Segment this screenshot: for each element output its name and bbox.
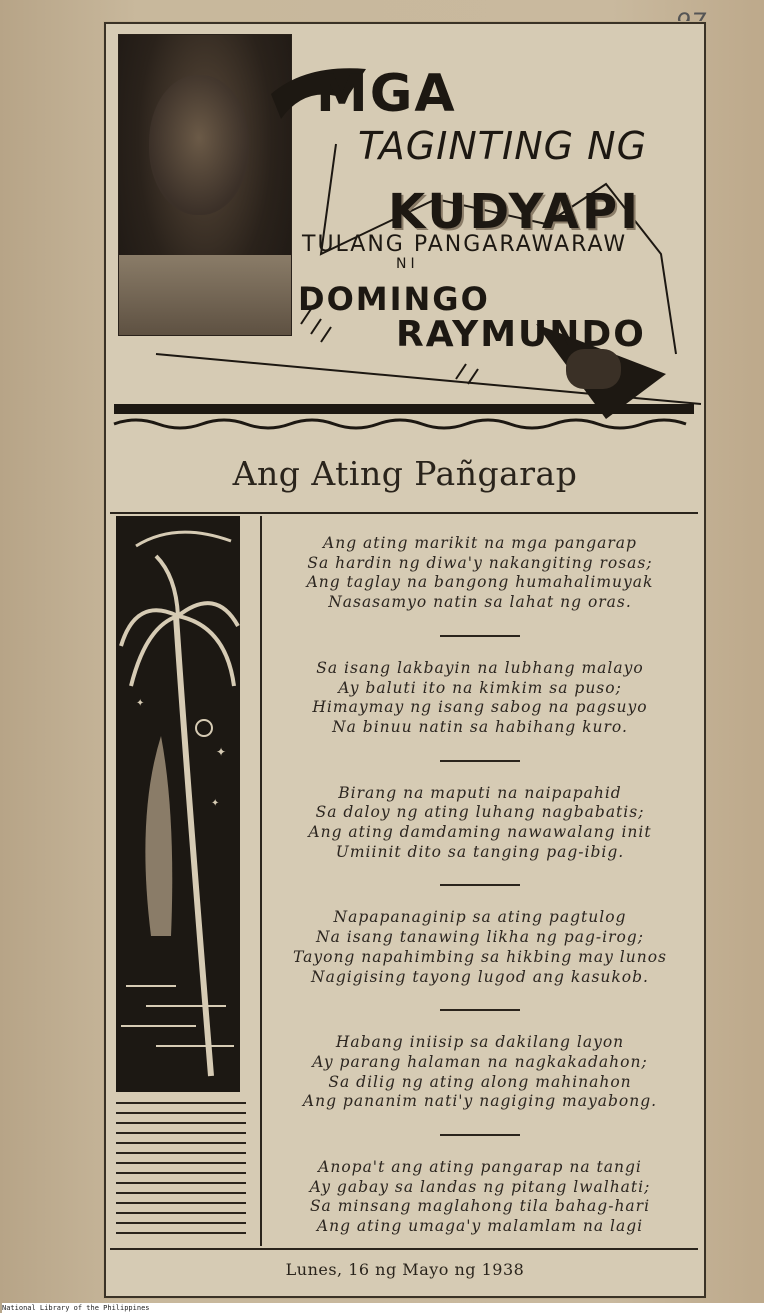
masthead-byline: NI [396,256,419,272]
masthead [106,24,704,454]
poem-line: Napapanaginip sa ating pagtulog [333,908,627,927]
poem-line: Ay baluti ito na kimkim sa puso; [338,678,622,697]
newspaper-clipping [104,22,706,1298]
poem-line: Na isang tanawing likha ng pag-irog; [316,928,644,947]
archive-credit: National Library of the Philippines [2,1303,764,1313]
banner-bar [114,404,694,414]
poem-title: Ang Ating Pañgarap [232,454,578,493]
poem-line: Nasasamyo natin sa lahat ng oras. [328,593,632,612]
kudyapi-icon [566,349,621,389]
series-title-line2: TAGINTING NG [358,124,648,168]
stanza-divider [440,635,520,637]
poem-line: Nagigising tayong lugod ang kasukob. [311,967,649,986]
stanza-5 [266,1033,694,1112]
footer-rule [110,1248,698,1250]
poem-line: Birang na maputi na naipapahid [338,783,622,802]
series-title-line1: MGA [316,64,457,124]
svg-text:✦: ✦ [136,698,145,709]
poem-line: Habang iniisip sa dakilang layon [335,1033,625,1052]
poem-line: Sa isang lakbayin na lubhang malayo [316,658,644,677]
poem-line: Umiinit dito sa tanging pag-ibig. [335,842,625,861]
poem-line: Anopa't ang ating pangarap na tangi [318,1158,642,1177]
poem-line: Sa minsang maglahong tila bahag-hari [309,1197,651,1216]
stanza-4 [266,908,694,987]
svg-text:✦: ✦ [211,798,220,809]
cypress-shape [145,736,172,936]
series-title-line3: KUDYAPI [388,184,642,240]
poem-line: Ang taglay na bangong humahalimuyak [306,573,654,592]
wave-border [114,420,686,428]
crescent-moon-icon [196,720,212,736]
palm-tree-art [116,516,240,1092]
stanza-divider [440,760,520,762]
stanza-2 [266,659,694,738]
poem-line: Sa hardin ng diwa'y nakangiting rosas; [307,553,653,572]
svg-text:✦: ✦ [216,745,227,759]
author-first-name: DOMINGO [298,280,490,318]
poem-line: Sa daloy ng ating luhang nagbabatis; [315,803,645,822]
stanza-divider [440,1134,520,1136]
poem-line: Tayong napahimbing sa hikbing may lunos [292,947,668,966]
poem-line: Ay parang halaman na nagkakadahon; [312,1052,648,1071]
stanza-divider [440,1009,520,1011]
poem-line: Ang ating marikit na mga pangarap [323,534,637,552]
palm-tree-illustration [116,516,240,1092]
author-last-name: RAYMUNDO [396,314,646,355]
stanza-divider [440,884,520,886]
poem-line: Sa dilig ng ating along mahinahon [328,1072,632,1091]
water-reflection [121,986,234,1046]
publication-date: Lunes, 16 ng Mayo ng 1938 [285,1260,525,1279]
column-separator [260,516,262,1246]
stanza-1 [266,534,694,613]
poem-line: Ang ating damdaming nawawalang init [308,823,652,842]
hatched-lines-decoration [116,1102,246,1252]
poem-line: Na binuu natin sa habihang kuro. [332,717,628,736]
poem-line: Ay gabay sa landas ng pitang lwalhati; [309,1177,651,1196]
stanza-3 [266,784,694,863]
poem-line: Ang ating umaga'y malamlam na lagi [316,1217,644,1236]
poem-line: Himaymay ng isang sabog na pagsuyo [312,698,648,717]
stanza-6 [266,1158,694,1237]
masthead-subtitle: TULANG PANGARAWARAW [302,232,628,257]
poem-line: Ang pananim nati'y nagiging mayabong. [302,1092,658,1111]
poem-body [266,534,694,1237]
title-rule [110,512,698,514]
